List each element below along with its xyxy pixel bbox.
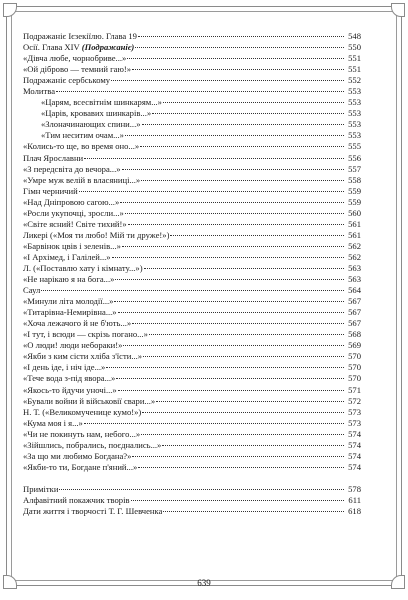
dot-leader	[79, 191, 344, 192]
toc-entry	[23, 153, 361, 164]
toc-entry	[23, 64, 361, 75]
toc-entry-title	[23, 208, 124, 219]
dot-leader	[106, 367, 344, 368]
toc-entry-page: 568	[348, 329, 361, 340]
toc-entry-title	[23, 164, 121, 175]
dot-leader	[59, 489, 344, 490]
dot-leader	[141, 434, 344, 435]
toc-entry-title-text: «Світе ясний! Світе тихий!»	[23, 218, 127, 229]
toc-entry-title	[23, 219, 127, 230]
toc-entry	[23, 407, 361, 418]
dot-leader	[116, 378, 344, 379]
toc-entry-page: 567	[348, 296, 361, 307]
toc-entry-title	[23, 241, 121, 252]
toc-entry-title-text: «Колись-то ще, во время оно...»	[23, 141, 140, 152]
toc-entry	[23, 451, 361, 462]
dot-leader	[112, 257, 344, 258]
toc-entry-title-text: «Царів, кровавих шинкарів...»	[41, 108, 152, 119]
dot-leader	[149, 334, 344, 335]
dot-leader	[132, 456, 344, 457]
toc-entry-title	[23, 495, 130, 506]
toc-entry	[23, 340, 361, 351]
toc-entry-title	[23, 141, 139, 152]
dot-leader	[114, 301, 344, 302]
section-gap	[23, 473, 361, 484]
dot-leader	[163, 102, 344, 103]
dot-leader	[132, 323, 344, 324]
toc-entry-page: 562	[348, 251, 361, 262]
toc-entry	[23, 175, 361, 186]
toc-entry-title	[23, 407, 141, 418]
toc-entry-page: 548	[348, 31, 361, 41]
toc-entry-title	[23, 230, 169, 241]
dot-leader	[41, 290, 344, 291]
toc-entry-title	[23, 429, 140, 440]
toc-entry-title-text: «Злоначинающих спини...»	[41, 119, 141, 130]
toc-entry-title	[23, 197, 119, 208]
page-number: 639	[197, 578, 211, 588]
toc-entry	[23, 506, 361, 517]
toc-entry-title-text: «Титарівна-Немирівна...»	[23, 307, 117, 318]
toc-entry-page: 573	[348, 417, 361, 428]
toc-entry-title	[23, 97, 162, 108]
toc-entry-title	[23, 108, 151, 119]
toc-entry-title	[23, 64, 131, 75]
toc-entry	[23, 208, 361, 219]
toc-entry-title-text: «Якби з ким сісти хліба з'їсти...»	[23, 351, 143, 362]
table-of-contents	[23, 31, 361, 517]
toc-entry-page: 574	[348, 428, 361, 439]
toc-entry-title-text: «Барвінок цвів і зеленів...»	[23, 240, 121, 251]
toc-entry-title	[23, 263, 143, 274]
toc-entry-title	[23, 396, 155, 407]
toc-entry-page: 611	[348, 494, 361, 505]
toc-entry-page: 569	[348, 340, 361, 351]
toc-entry	[23, 396, 361, 407]
toc-entry-page: 550	[348, 42, 361, 53]
dot-leader	[122, 169, 344, 170]
toc-entry-title-text: «За що ми любимо Богдана?»	[23, 450, 132, 461]
dot-leader	[138, 36, 344, 37]
dot-leader	[120, 202, 344, 203]
dot-leader	[115, 279, 344, 280]
toc-entry-page: 561	[348, 218, 361, 229]
toc-entry	[23, 484, 361, 495]
toc-entry	[23, 197, 361, 208]
toc-entry-page: 559	[348, 196, 361, 207]
toc-entry-title-text: Плач Ярославни	[23, 152, 84, 163]
toc-entry-title	[23, 362, 105, 373]
toc-entry-title	[23, 329, 148, 340]
toc-entry-title-text: Саул	[23, 285, 41, 296]
toc-entry-title-text: «Не нарікаю я на бога...»	[23, 274, 115, 285]
toc-entry-title	[23, 274, 114, 285]
toc-entry	[23, 318, 361, 329]
toc-entry-page: 562	[348, 240, 361, 251]
toc-entry	[23, 362, 361, 373]
toc-entry-page: 567	[348, 307, 361, 318]
toc-entry	[23, 164, 361, 175]
dot-leader	[125, 213, 344, 214]
toc-entry-page: 551	[348, 53, 361, 64]
toc-entry-title-text: Подражаніє Ієзекіїлю. Глава 19	[23, 31, 137, 41]
toc-entry-title-text: «Росли укупочці, зросли...»	[23, 207, 124, 218]
dot-leader	[111, 80, 344, 81]
toc-entry	[23, 130, 361, 141]
toc-entry-title-text: «Тече вода з-під явора...»	[23, 373, 116, 384]
dot-leader	[84, 423, 344, 424]
toc-entry	[23, 440, 361, 451]
dot-leader	[142, 124, 344, 125]
toc-entry-title	[23, 373, 115, 384]
toc-entry-title	[23, 296, 113, 307]
toc-entry-title	[23, 252, 111, 263]
dot-leader	[142, 412, 344, 413]
toc-entry	[23, 385, 361, 396]
toc-entry	[23, 495, 361, 506]
toc-entry-page: 563	[348, 274, 361, 285]
toc-entry-title-text: «Дівча любе, чорнобриве...»	[23, 53, 127, 64]
toc-entry	[23, 108, 361, 119]
toc-entry-title-italic: (Подражаніє)	[81, 42, 135, 53]
dot-leader	[127, 58, 344, 59]
toc-entry	[23, 307, 361, 318]
toc-entry-page: 559	[348, 185, 361, 196]
toc-entry	[23, 429, 361, 440]
toc-entry-page: 553	[348, 130, 361, 141]
toc-entry	[23, 42, 361, 53]
toc-entry-title	[23, 351, 142, 362]
toc-entry	[23, 86, 361, 97]
toc-entry-page: 556	[348, 152, 361, 163]
dot-leader	[152, 113, 344, 114]
toc-entry-title-text: Н. Т. («Великомученице кумо!»)	[23, 406, 142, 417]
toc-entry-title	[23, 42, 134, 53]
toc-entry-page: 570	[348, 373, 361, 384]
dot-leader	[141, 180, 344, 181]
toc-entry-title-text: «Минули літа молодії...»	[23, 296, 114, 307]
toc-entry-title-text: Ликері («Моя ти любо! Мій ти друже!»)	[23, 229, 170, 240]
toc-entry-page: 578	[348, 483, 361, 494]
toc-entry-title	[23, 307, 117, 318]
toc-entry-page: 618	[348, 505, 361, 516]
dot-leader	[128, 224, 344, 225]
dot-leader	[162, 445, 344, 446]
toc-entry	[23, 97, 361, 108]
toc-entry-title	[23, 175, 140, 186]
toc-entry-title-text: «Умре муж велій в власяниці...»	[23, 174, 141, 185]
dot-leader	[156, 401, 344, 402]
toc-entry-page: 571	[348, 384, 361, 395]
toc-entry-title-text: Молитва	[23, 86, 56, 97]
toc-entry-title-text: «І тут, і всюди — скрізь погано...»	[23, 329, 148, 340]
toc-entry-title-text: «О люди! люди небораки!»	[23, 340, 123, 351]
dot-leader	[56, 91, 344, 92]
toc-entry-title	[23, 440, 161, 451]
toc-entry-title	[23, 31, 137, 42]
dot-leader	[118, 312, 344, 313]
toc-entry	[23, 263, 361, 274]
dot-leader	[84, 158, 344, 159]
toc-entry-title	[23, 130, 124, 141]
toc-entry-page: 561	[348, 229, 361, 240]
toc-entry-title-text: «Кума моя і я...»	[23, 417, 83, 428]
toc-entry-title-text: «Над Дніпровою сагою...»	[23, 196, 120, 207]
toc-entry-page: 553	[348, 119, 361, 130]
toc-entry	[23, 274, 361, 285]
toc-entry-page: 574	[348, 439, 361, 450]
toc-entry-page: 557	[348, 163, 361, 174]
toc-entry-title	[23, 418, 83, 429]
dot-leader	[138, 467, 344, 468]
toc-entry-page: 558	[348, 174, 361, 185]
toc-entry-title	[23, 506, 162, 517]
dot-leader	[118, 390, 344, 391]
toc-entry-title-text: «Якось-то йдучи уночі...»	[23, 384, 117, 395]
toc-entry	[23, 418, 361, 429]
toc-entry-title	[23, 186, 78, 197]
toc-entry-page: 570	[348, 362, 361, 373]
toc-entry	[23, 230, 361, 241]
toc-entry	[23, 241, 361, 252]
dot-leader	[131, 500, 344, 501]
dot-leader	[170, 235, 344, 236]
toc-entry	[23, 252, 361, 263]
toc-entry-page: 555	[348, 141, 361, 152]
toc-entry	[23, 373, 361, 384]
dot-leader	[143, 356, 344, 357]
dot-leader	[125, 135, 344, 136]
toc-entry-page: 553	[348, 97, 361, 108]
toc-entry	[23, 31, 361, 42]
toc-entry-title	[23, 484, 58, 495]
toc-entry-page: 553	[348, 86, 361, 97]
toc-entry	[23, 329, 361, 340]
dot-leader	[122, 246, 344, 247]
dot-leader	[132, 69, 344, 70]
toc-entry-title-text: «Царям, всесвітнім шинкарям...»	[41, 97, 162, 108]
toc-entry-page: 574	[348, 450, 361, 461]
toc-entry-title-text: «І Архімед, і Галілей...»	[23, 251, 111, 262]
toc-entry-title	[23, 385, 117, 396]
toc-entry-title	[23, 285, 40, 296]
toc-entry-title	[23, 462, 137, 473]
toc-entry-title-text: «Бували войни й військовії свари...»	[23, 395, 156, 406]
toc-entry-page: 552	[348, 75, 361, 86]
dot-leader	[123, 345, 344, 346]
dot-leader	[144, 268, 344, 269]
toc-entry-title-text: Дати життя і творчості Т. Г. Шевченка	[23, 505, 163, 516]
toc-entry	[23, 75, 361, 86]
toc-entry	[23, 141, 361, 152]
toc-entry-title	[23, 119, 141, 130]
toc-entry	[23, 53, 361, 64]
toc-entry-page: 551	[348, 64, 361, 75]
toc-entry-page: 572	[348, 395, 361, 406]
toc-entry-title-text: «Хоча лежачого й не б'ють...»	[23, 318, 132, 329]
toc-entry-title-text: «І день іде, і ніч іде...»	[23, 362, 106, 373]
toc-entry-title-text: Л. («Поставлю хату і кімнату...»)	[23, 262, 143, 273]
toc-entry-title-text: «З передсвіта до вечора...»	[23, 163, 121, 174]
toc-entry-title	[23, 53, 126, 64]
dot-leader	[163, 511, 344, 512]
toc-entry	[23, 296, 361, 307]
toc-entry	[23, 285, 361, 296]
toc-entry-title-text: Примітки	[23, 483, 59, 494]
toc-entry-title	[23, 86, 55, 97]
toc-entry-page: 567	[348, 318, 361, 329]
dot-leader	[140, 146, 344, 147]
toc-entry-title-text: Подражаніє сербському	[23, 75, 111, 86]
toc-entry-title	[23, 318, 131, 329]
toc-entry-page: 574	[348, 461, 361, 472]
toc-entry-title-text: Алфавітний покажчик творів	[23, 494, 130, 505]
toc-entry-page: 570	[348, 351, 361, 362]
toc-entry	[23, 186, 361, 197]
toc-entry-title-text: «Зійшлись, побрались, поєднались...»	[23, 439, 162, 450]
toc-entry-page: 563	[348, 262, 361, 273]
toc-entry-title-text: «Тим неситим очам...»	[41, 130, 124, 141]
toc-entry-page: 553	[348, 108, 361, 119]
toc-entry-title	[23, 153, 83, 164]
toc-entry	[23, 351, 361, 362]
toc-entry	[23, 119, 361, 130]
toc-entry-title-text: Осії. Глава XIV	[23, 42, 82, 53]
toc-entry	[23, 462, 361, 473]
toc-entry-title-text: «Чи не покинуть нам, небого...»	[23, 428, 141, 439]
toc-entry-page: 564	[348, 285, 361, 296]
toc-entry-title-text: Гімн черничий	[23, 185, 78, 196]
toc-entry-title-text: «Якби-то ти, Богдане п'яний...»	[23, 461, 138, 472]
toc-entry-title	[23, 340, 122, 351]
toc-entry-title-text: «Ой діброво — темний гаю!»	[23, 64, 132, 75]
toc-entry-page: 573	[348, 406, 361, 417]
dot-leader	[135, 47, 344, 48]
toc-entry-title	[23, 75, 110, 86]
toc-entry-page: 560	[348, 207, 361, 218]
toc-entry	[23, 219, 361, 230]
toc-entry-title	[23, 451, 131, 462]
